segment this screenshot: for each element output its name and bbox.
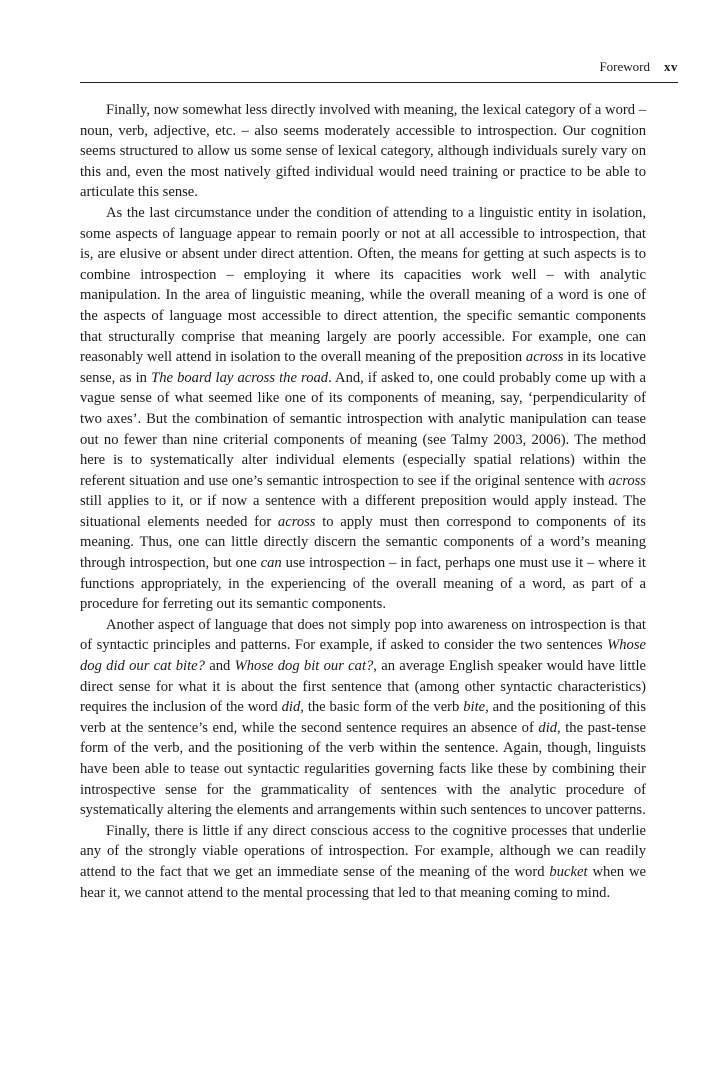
paragraph xyxy=(80,615,646,821)
italic-text: Whose dog bit our cat? xyxy=(234,658,374,675)
paragraph xyxy=(80,203,646,615)
italic-text: across xyxy=(608,472,646,489)
italic-text: did xyxy=(281,699,301,716)
text-run: Finally, now somewhat less directly involved with meaning, the lexical category of a word – noun, verb, adjective, etc. – also seems moderately accessible to introspection. Our cognition seems structured to allow us some sense of lexical category, although individuals surely vary on this and, even the most natively gifted individual would need training or practice to be able to articulate this sense. xyxy=(80,102,646,201)
italic-text: across xyxy=(277,513,316,530)
text-run: when we hear it, we cannot attend to the mental processing that led to that meaning coming to mind. xyxy=(80,863,646,901)
text-run: Another aspect of language that does not simply pop into awareness on introspection is that of syntactic principles and patterns. For example, if asked to consider the two sentences xyxy=(80,616,646,654)
text-run: , and the positioning of this verb at the sentence’s end, while the second sentence requires an absence of xyxy=(80,699,646,736)
text-run: still applies to it, or if now a sentence with a different preposition would apply instead. The situational elements needed for xyxy=(80,493,646,530)
body-text xyxy=(80,100,646,903)
text-run: in its locative sense, as in xyxy=(80,349,647,386)
italic-text: can xyxy=(260,555,282,572)
running-head-section-title: Foreword xyxy=(599,59,650,74)
italic-text: Whose dog did our cat bite? xyxy=(80,637,646,675)
text-run: and xyxy=(204,658,235,675)
text-run: , an average English speaker would have little direct sense for what it is about the first sentence that (among other syntactic characteristics) requires the inclusion of the word xyxy=(80,658,646,716)
paragraph xyxy=(80,821,646,903)
italic-text: did xyxy=(538,719,558,736)
paragraph xyxy=(80,100,646,203)
italic-text: The board lay across the road xyxy=(151,369,329,386)
text-run: use introspection – in fact, perhaps one must use it – where it functions appropriately, in the experiencing of the overall meaning of a word, as part of a procedure for ferreting out its semantic components. xyxy=(80,555,646,613)
running-head xyxy=(80,58,678,83)
text-run: As the last circumstance under the condition of attending to a linguistic entity in isolation, some aspects of language appear to remain poorly or not at all accessible to introspection, that is, are elusive or absent under direct attention. Often, the means for getting at such aspects is to combine introspection – employing it where its capacities work well – with analytic manipulation. In the area of linguistic meaning, while the overall meaning of a word is one of the aspects of language most accessible to direct attention, the specific semantic components that structurally comprise that meaning largely are poorly accessible. For example, one can reasonably well attend in isolation to the overall meaning of the preposition xyxy=(80,204,646,366)
text-run: , the past-tense form of the verb, and the positioning of the verb within the sentence. Again, though, linguists have been able to tease out syntactic regularities governing facts like these by combining their introspective sense for the grammaticality of sentences with the analytic procedure of systematically altering the elements and arrangements within such sentences to uncover patterns. xyxy=(80,719,646,819)
italic-text: bite xyxy=(463,699,486,716)
italic-text: bucket xyxy=(549,863,588,880)
page-number: xv xyxy=(664,59,678,74)
text-run: , the basic form of the verb xyxy=(300,699,464,716)
text-run: to apply must then correspond to components of its meaning. Thus, one can little directly discern the semantic components of a word’s meaning through introspection, but one xyxy=(80,513,646,572)
text-run: . And, if asked to, one could probably come up with a vague sense of what seemed like one of its components of meaning, say, ‘perpendicularity of two axes’. But the combination of semantic introspection with analytic manipulation can tease out no fewer than nine criterial components of meaning (see Talmy 2003, 2006). The method here is to systematically alter individual elements (especially spatial relations) within the referent situation and use one’s semantic introspection to see if the original sentence with xyxy=(80,369,647,489)
text-run: Finally, there is little if any direct conscious access to the cognitive processes that underlie any of the strongly viable operations of introspection. For example, although we can readily attend to the fact that we get an immediate sense of the meaning of the word xyxy=(80,822,646,880)
italic-text: across xyxy=(525,349,564,366)
